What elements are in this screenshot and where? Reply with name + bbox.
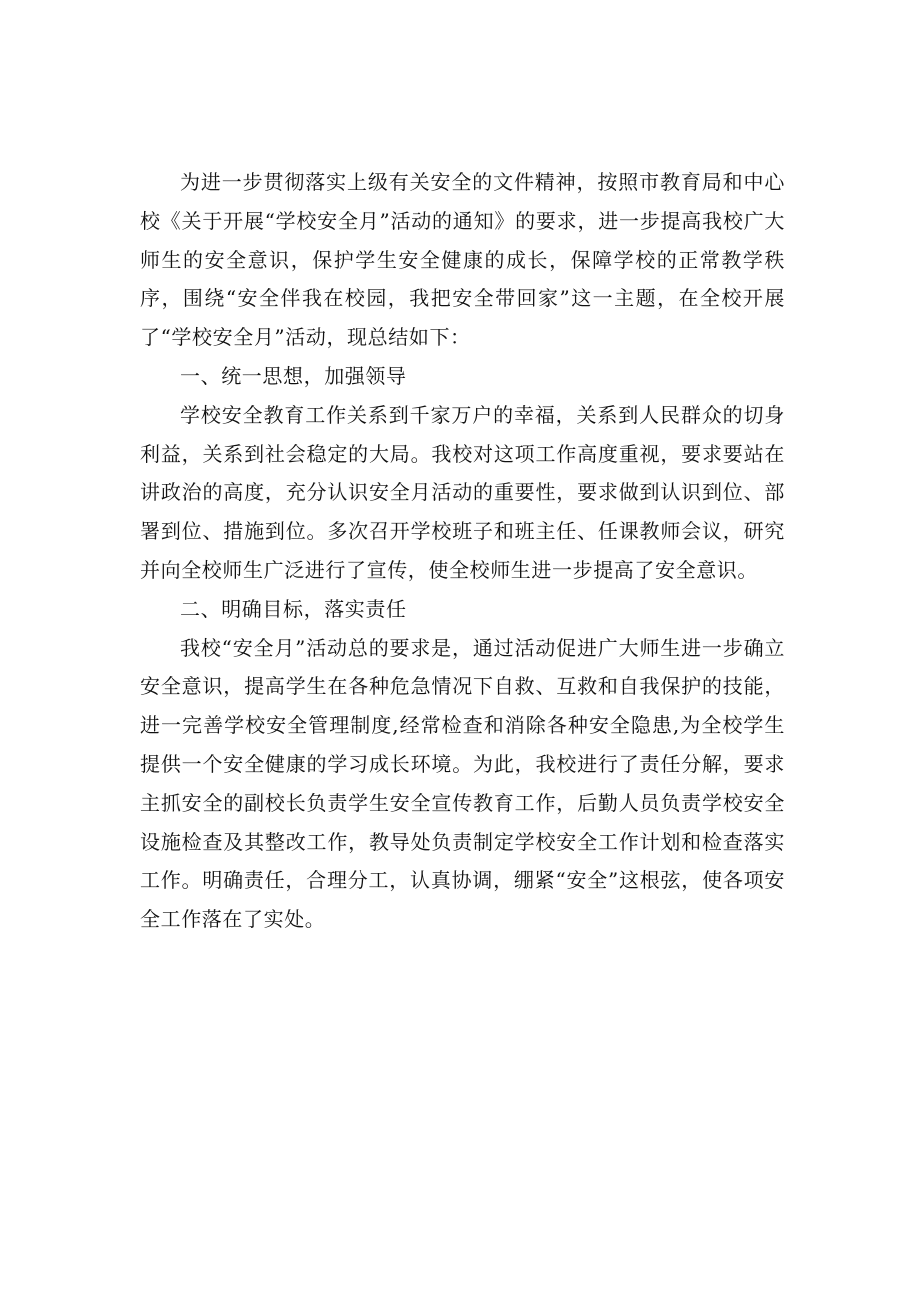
intro-paragraph: 为进一步贯彻落实上级有关安全的文件精神，按照市教育局和中心校《关于开展“学校安全月”活动的通知》的要求，进一步提高我校广大师生的安全意识，保护学生安全健康的成长，保障学校的正常教学秩序，围绕“安全伴我在校园，我把安全带回家”这一主题，在全校开展了“学校安全月”活动，现总结如下： bbox=[140, 170, 785, 350]
document-page bbox=[140, 163, 785, 939]
section-heading-1: 一、统一思想，加强领导 bbox=[180, 363, 407, 388]
section-2-paragraph: 我校“安全月”活动总的要求是，通过活动促进广大师生进一步确立安全意识，提高学生在各种危急情况下自救、互救和自我保护的技能，进一完善学校安全管理制度,经常检查和消除各种安全隐患,为全校学生提供一个安全健康的学习成长环境。为此，我校进行了责任分解，要求主抓安全的副校长负责学生安全宣传教育工作，后勤人员负责学校安全设施检查及其整改工作，教导处负责制定学校安全工作计划和检查落实工作。明确责任，合理分工，认真协调，绷紧“安全”这根弦，使各项安全工作落在了实处。 bbox=[140, 635, 785, 932]
section-heading-2: 二、明确目标，落实责任 bbox=[180, 596, 407, 621]
section-1-paragraph: 学校安全教育工作关系到千家万户的幸福，关系到人民群众的切身利益，关系到社会稳定的大局。我校对这项工作高度重视，要求要站在讲政治的高度，充分认识安全月活动的重要性，要求做到认识到位、部署到位、措施到位。多次召开学校班子和班主任、任课教师会议，研究并向全校师生广泛进行了宣传，使全校师生进一步提高了安全意识。 bbox=[140, 402, 785, 582]
